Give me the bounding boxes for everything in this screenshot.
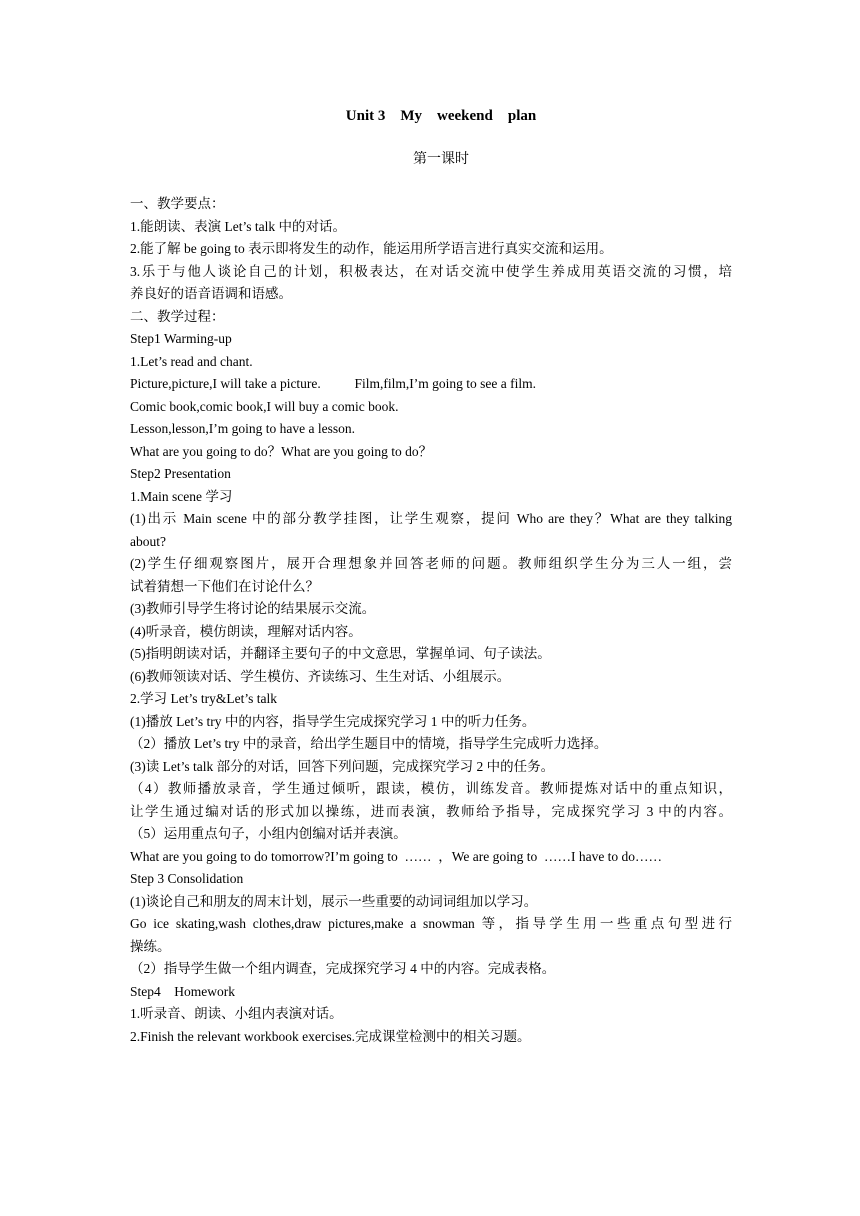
text-line: about? <box>130 533 166 549</box>
text-line: 操练。 <box>130 938 171 954</box>
text-line: (1)出示 Main scene 中的部分教学挂图，让学生观察，提问 Who are they？What are they talking <box>130 511 732 526</box>
text-line: 养良好的语音语调和语感。 <box>130 286 292 301</box>
text-line: 让学生通过编对话的形式加以操练，进而表演，教师给予指导，完成探究学习 3 中的内容。 <box>130 803 732 819</box>
text-line: What are you going to do？What are you going to do？ <box>130 443 433 459</box>
text-line: （2）指导学生做一个组内调查，完成探究学习 4 中的内容。完成表格。 <box>130 961 556 976</box>
text-line: (2)学生仔细观察图片，展开合理想象并回答老师的问题。教师组织学生分为三人一组，尝 <box>130 556 732 571</box>
text-line: 1.能朗读、表演 Let’s talk 中的对话。 <box>130 218 346 234</box>
text-line: 2.Finish the relevant workbook exercises.完成课堂检测中的相关习题。 <box>130 1028 531 1044</box>
text-line: 1.Let’s read and chant. <box>130 353 253 369</box>
text-line: Step2 Presentation <box>130 466 231 481</box>
text-line: Step1 Warming-up <box>130 331 232 346</box>
text-line: (3)教师引导学生将讨论的结果展示交流。 <box>130 601 376 616</box>
text-line: Step4 Homework <box>130 983 235 999</box>
text-line: (3)读 Let’s talk 部分的对话，回答下列问题，完成探究学习 2 中的任务。 <box>130 758 555 774</box>
text-line: (4)听录音，模仿朗读，理解对话内容。 <box>130 623 362 639</box>
text-line: （5）运用重点句子，小组内创编对话并表演。 <box>130 826 407 841</box>
text-line: 一、教学要点： <box>130 196 225 211</box>
text-line: (6)教师领读对话、学生模仿、齐读练习、生生对话、小组展示。 <box>130 668 511 684</box>
text-line: (1)谈论自己和朋友的周末计划，展示一些重要的动词词组加以学习。 <box>130 893 538 909</box>
text-line: 2.能了解 be going to 表示即将发生的动作，能运用所学语言进行真实交流和运用。 <box>130 241 613 256</box>
text-line: Step 3 Consolidation <box>130 871 244 886</box>
text-line: 2.学习 Let’s try&Let’s talk <box>130 691 277 706</box>
text-line: Lesson,lesson,I’m going to have a lesson. <box>130 421 355 436</box>
document-title: Unit 3 My weekend plan <box>345 108 537 124</box>
text-line: Picture,picture,I will take a picture. Film,film,I’m going to see a film. <box>130 376 537 391</box>
text-line: What are you going to do tomorrow?I’m going to …… ，We are going to ……I have to do…… <box>130 848 663 864</box>
text-line: (5)指明朗读对话，并翻译主要句子的中文意思，掌握单词、句子读法。 <box>130 646 551 661</box>
text-line: （4）教师播放录音，学生通过倾听，跟读，模仿，训练发音。教师提炼对话中的重点知识， <box>130 781 732 796</box>
document-body <box>130 193 732 1048</box>
text-line: Go ice skating,wash clothes,draw pictures,make a snowman 等，指导学生用一些重点句型进行 <box>130 916 732 931</box>
text-line: 二、教学过程： <box>130 308 225 324</box>
text-line: 1.听录音、朗读、小组内表演对话。 <box>130 1006 343 1021</box>
text-line: 1.Main scene 学习 <box>130 488 233 504</box>
text-line: 3.乐于与他人谈论自己的计划，积极表达，在对话交流中使学生养成用英语交流的习惯，培 <box>130 263 732 279</box>
text-line: （2）播放 Let’s try 中的录音，给出学生题目中的情境，指导学生完成听力选择。 <box>130 736 608 751</box>
lesson-period-subtitle: 第一课时 <box>413 152 469 167</box>
text-line: 试着猜想一下他们在讨论什么？ <box>130 578 319 594</box>
text-line: Comic book,comic book,I will buy a comic book. <box>130 398 399 414</box>
text-line: (1)播放 Let’s try 中的内容，指导学生完成探究学习 1 中的听力任务。 <box>130 713 536 729</box>
